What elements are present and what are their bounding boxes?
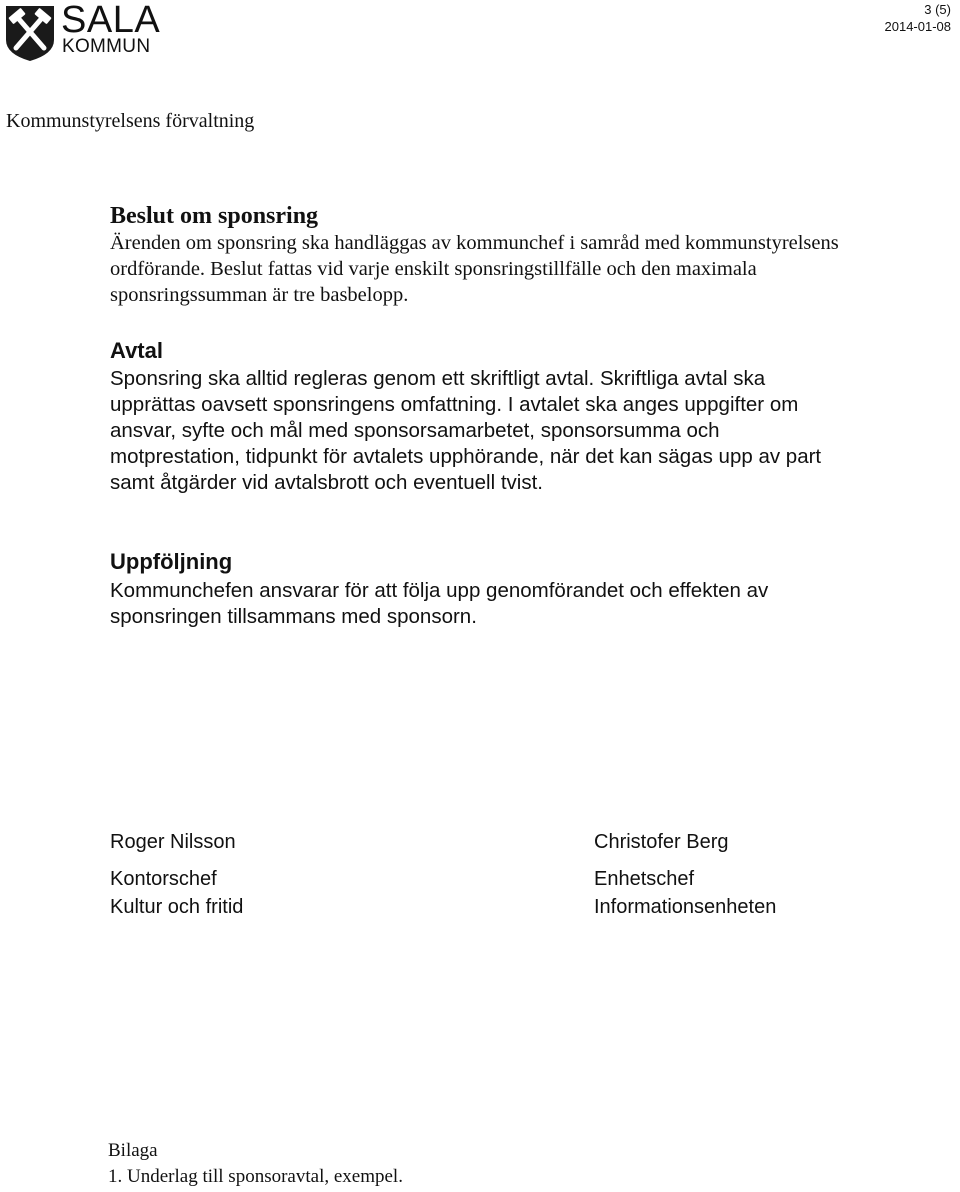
section-text-beslut: Ärenden om sponsring ska handläggas av kommunchef i samråd med kommunstyrelsens ordförande. Beslut fattas vid varje enskilt sponsringstillfälle och den maximala sponsringssumman är tre basbelopp. — [110, 232, 839, 306]
section-text-avtal: Sponsring ska alltid regleras genom ett skriftligt avtal. Skriftliga avtal ska upprättas oavsett sponsringens omfattning. I avtalet ska anges uppgifter om ansvar, syfte och mål med sponsorsamarbetet, sponsorsumma och motprestation, tidpunkt för avtalets upphörande, när det kan sägas upp av part samt åtgärder vid avtalsbrott och eventuell tvist. — [110, 367, 822, 494]
attachments-title: Bilaga — [108, 1140, 158, 1161]
signatory-title: Enhetschef — [594, 868, 695, 890]
department-name: Kommunstyrelsens förvaltning — [6, 110, 255, 132]
signatory-title: Kontorschef — [110, 868, 217, 890]
page-number: 3 (5) — [924, 2, 951, 17]
logo-subtitle: KOMMUN — [62, 36, 151, 57]
signatory-name: Christofer Berg — [594, 831, 729, 853]
attachment-item: 1. Underlag till sponsoravtal, exempel. — [108, 1166, 403, 1187]
section-heading-beslut: Beslut om sponsring — [110, 203, 319, 229]
section-text-uppfoljning: Kommunchefen ansvarar för att följa upp genomförandet och effekten av sponsringen tillsammans med sponsorn. — [110, 579, 769, 628]
logo-name: SALA — [61, 0, 161, 41]
signatory-unit: Kultur och fritid — [110, 896, 244, 918]
section-heading-uppfoljning: Uppföljning — [110, 549, 233, 574]
signatory-unit: Informationsenheten — [594, 896, 777, 918]
section-heading-avtal: Avtal — [110, 338, 163, 363]
signatory-name: Roger Nilsson — [110, 831, 236, 853]
document-date: 2014-01-08 — [884, 19, 951, 34]
sala-kommun-logo-icon — [4, 4, 56, 62]
